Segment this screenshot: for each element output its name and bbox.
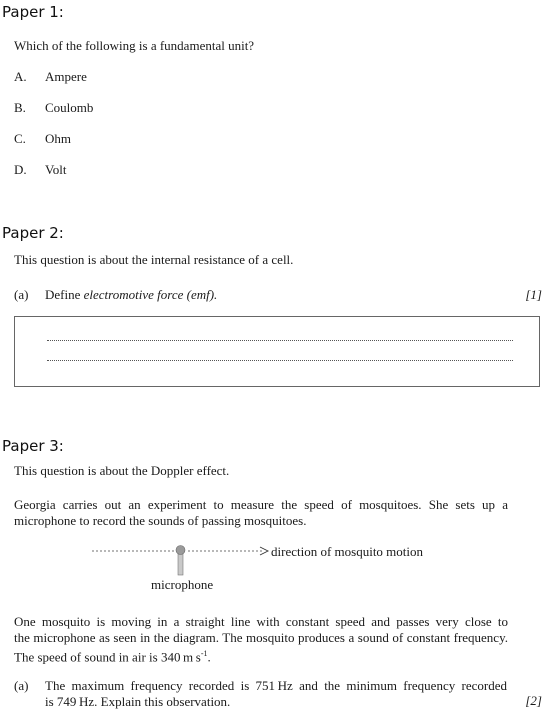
option-text: Coulomb: [45, 100, 94, 115]
paper1-question: Which of the following is a fundamental unit?: [14, 38, 255, 53]
option-letter: B.: [14, 100, 26, 115]
paper3-part-a-marks: [2]: [525, 693, 542, 708]
paper2-part-a-marks: [1]: [525, 287, 542, 302]
paper3-para2-line2: the microphone as seen in the diagram. The mosquito produces a sound of constant frequency.: [14, 630, 508, 645]
option-letter: D.: [14, 162, 27, 177]
paper3-para2-line1: One mosquito is moving in a straight line with constant speed and passes very close to: [14, 614, 508, 629]
paper3-part-a-label: (a): [14, 678, 29, 693]
speed-exponent: -1: [200, 649, 208, 658]
paper2-heading: Paper 2:: [2, 224, 64, 242]
paper3-intro: This question is about the Doppler effect.: [14, 463, 230, 478]
answer-dotted-line: [47, 360, 513, 361]
option-letter: A.: [14, 69, 27, 84]
paper3-part-a-line1: The maximum frequency recorded is 751 Hz and the minimum frequency recorded: [45, 678, 507, 693]
part-a-term: electromotive force (emf).: [83, 287, 218, 302]
paper3-para1-line1: Georgia carries out an experiment to measure the speed of mosquitoes. She sets up a: [14, 497, 508, 512]
answer-dotted-line: [47, 340, 513, 341]
speed-text: The speed of sound in air is 340 m s: [14, 649, 201, 665]
paper1-heading: Paper 1:: [2, 3, 64, 21]
paper3-para1-line2: microphone to record the sounds of passing mosquitoes.: [14, 513, 307, 528]
paper3-part-a-line2: is 749 Hz. Explain this observation.: [45, 694, 231, 709]
part-a-prefix: Define: [45, 287, 84, 302]
paper3-heading: Paper 3:: [2, 437, 64, 455]
option-text: Volt: [45, 162, 67, 177]
option-text: Ohm: [45, 131, 71, 146]
paper2-part-a-label: (a): [14, 287, 29, 302]
microphone-icon: [176, 546, 185, 576]
option-text: Ampere: [45, 69, 87, 84]
answer-box[interactable]: [14, 316, 540, 387]
paper3-para2-line3: [14, 646, 508, 665]
option-letter: C.: [14, 131, 26, 146]
microphone-label: microphone: [151, 577, 214, 592]
doppler-diagram: [88, 540, 278, 580]
direction-label: direction of mosquito motion: [271, 544, 424, 559]
speed-suffix: .: [207, 649, 211, 665]
paper2-intro: This question is about the internal resistance of a cell.: [14, 252, 294, 267]
paper2-part-a-question: [45, 287, 217, 303]
